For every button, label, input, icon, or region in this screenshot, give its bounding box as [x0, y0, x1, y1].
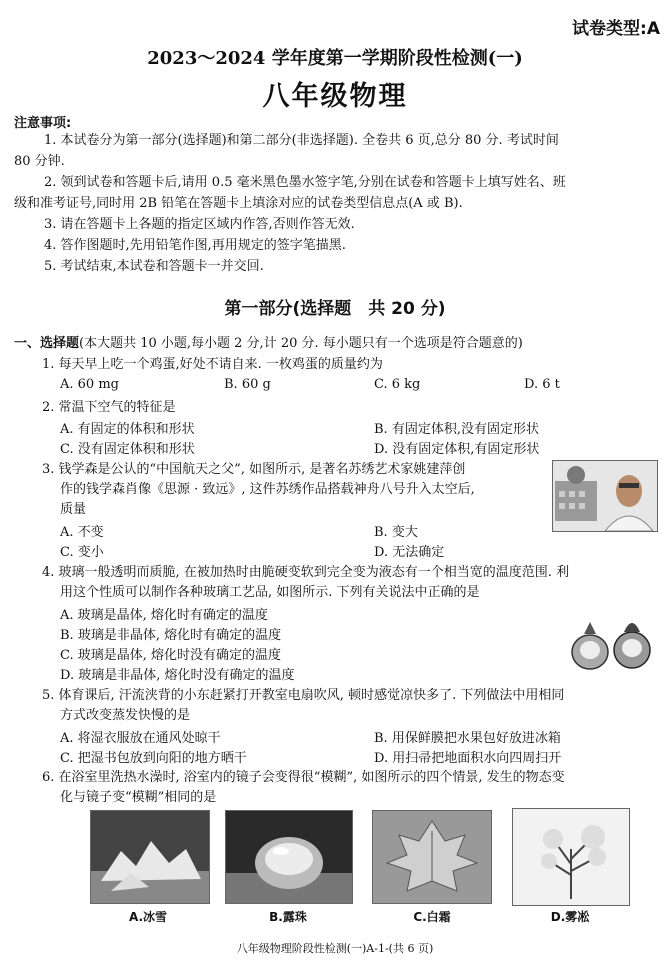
note-item: 5. 考试结束,本试卷和答题卡一并交回.	[44, 259, 264, 274]
part1-title: 第一部分(选择题 共 20 分)	[224, 299, 446, 319]
dew-drop-image	[225, 810, 353, 904]
q3-stem-line: 质量	[60, 502, 87, 517]
subject-title: 八年级物理	[262, 81, 408, 112]
q6-stem-line: 6. 在浴室里洗热水澡时, 浴室内的镜子会变得很“模糊”, 如图所示的四个情景, 发生的物态变	[42, 770, 565, 785]
q5-option-b: B. 用保鲜膜把水果包好放进冰箱	[374, 731, 561, 746]
q2-stem: 2. 常温下空气的特征是	[42, 400, 176, 415]
q5-stem-line: 方式改变蒸发快慢的是	[60, 708, 191, 723]
q1-option-d: D. 6 t	[524, 377, 560, 392]
q4-option-d: D. 玻璃是非晶体, 熔化时没有确定的温度	[60, 668, 295, 683]
page-footer: 八年级物理阶段性检测(一)A-1-(共 6 页)	[236, 942, 434, 955]
q6-caption-d: D.雾凇	[550, 910, 590, 924]
section-header	[14, 334, 659, 354]
notes-title: 注意事项:	[14, 116, 72, 131]
q4-option-c: C. 玻璃是晶体, 熔化时没有确定的温度	[60, 648, 282, 663]
note-item: 4. 答作图题时,先用铅笔作图,再用规定的签字笔描黑.	[44, 238, 346, 253]
q2-option-b: B. 有固定体积,没有固定形状	[374, 422, 539, 437]
section-label: 一、选择题	[14, 336, 80, 351]
q1-option-b: B. 60 g	[224, 377, 271, 392]
q1-option-c: C. 6 kg	[374, 377, 421, 392]
note-item: 级和准考证号,同时用 2B 铅笔在答题卡上填涂对应的试卷类型信息点(A 或 B).	[14, 196, 463, 211]
note-item: 1. 本试卷分为第一部分(选择题)和第二部分(非选择题). 全卷共 6 页,总分 80 分. 考试时间	[44, 133, 559, 148]
qian-xuesen-portrait-image	[552, 460, 658, 532]
q3-stem-line: 作的钱学森肖像《思源 · 致远》, 这件苏绣作品搭载神舟八号升入太空后,	[60, 482, 475, 497]
q3-option-c: C. 变小	[60, 545, 104, 560]
note-item: 80 分钟.	[14, 154, 65, 169]
q5-option-d: D. 用扫帚把地面积水向四周扫开	[374, 751, 562, 766]
q5-option-c: C. 把湿书包放到向阳的地方晒干	[60, 751, 247, 766]
notes-list	[14, 130, 659, 277]
exam-header: 2023～2024 学年度第一学期阶段性检测(一)	[147, 48, 523, 69]
ice-snow-image	[90, 810, 210, 904]
q2-option-d: D. 没有固定体积,有固定形状	[374, 442, 540, 457]
q6-caption-c: C.白霜	[413, 910, 451, 924]
q4-option-a: A. 玻璃是晶体, 熔化时有确定的温度	[60, 608, 268, 623]
q3-option-d: D. 无法确定	[374, 545, 445, 560]
q5-option-a: A. 将湿衣服放在通风处晾干	[60, 731, 221, 746]
q3-option-b: B. 变大	[374, 525, 418, 540]
section-desc: (本大题共 10 小题,每小题 2 分,计 20 分. 每小题只有一个选项是符合题意的)	[79, 336, 523, 351]
q2-option-c: C. 没有固定体积和形状	[60, 442, 195, 457]
note-item: 2. 领到试卷和答题卡后,请用 0.5 毫米黑色墨水签字笔,分别在试卷和答题卡上填写姓名、班	[44, 175, 566, 190]
rime-image	[512, 808, 630, 906]
note-item: 3. 请在答题卡上各题的指定区域内作答,否则作答无效.	[44, 217, 355, 232]
q2-option-a: A. 有固定的体积和形状	[60, 422, 195, 437]
white-frost-image	[372, 810, 492, 904]
paper-type-label: 试卷类型:A	[572, 19, 660, 39]
q6-stem	[42, 768, 670, 808]
q5-stem-line: 5. 体育课后, 汗流浃背的小东赶紧打开教室电扇吹风, 顿时感觉凉快多了. 下列做法中用相同	[42, 688, 565, 703]
q6-caption-b: B.露珠	[269, 910, 307, 924]
q1-stem: 1. 每天早上吃一个鸡蛋,好处不请自来. 一枚鸡蛋的质量约为	[42, 357, 383, 372]
q1-option-a: A. 60 mg	[60, 377, 119, 392]
q3-stem-line: 3. 钱学森是公认的“中国航天之父”, 如图所示, 是著名苏绣艺术家姚建萍创	[42, 462, 466, 477]
q5-stem	[42, 686, 670, 726]
q6-stem-line: 化与镜子变“模糊”相同的是	[60, 790, 217, 805]
q6-caption-a: A.冰雪	[128, 910, 168, 924]
q4-stem-line: 用这个性质可以制作各种玻璃工艺品, 如图所示. 下列有关说法中正确的是	[60, 585, 480, 600]
q3-stem	[42, 460, 547, 520]
q3-option-a: A. 不变	[60, 525, 104, 540]
q4-stem	[42, 563, 670, 603]
q4-option-b: B. 玻璃是非晶体, 熔化时有确定的温度	[60, 628, 282, 643]
q4-stem-line: 4. 玻璃一般透明而质脆, 在被加热时由脆硬变软到完全变为液态有一个相当宽的温度范围. 利	[42, 565, 570, 580]
glass-crafts-image	[566, 604, 656, 672]
